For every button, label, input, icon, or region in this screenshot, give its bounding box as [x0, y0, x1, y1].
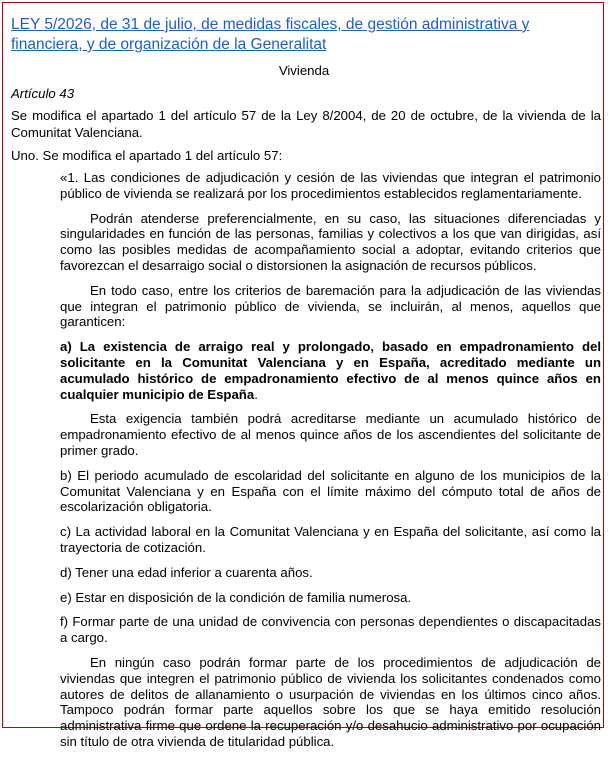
criterion-e: e) Estar en disposición de la condición de familia numerosa.	[60, 589, 412, 605]
quoted-article-text	[60, 170, 601, 759]
criterion-d: d) Tener una edad inferior a cuarenta años.	[60, 564, 313, 580]
intro-paragraph-uno: Uno. Se modifica el apartado 1 del artículo 57:	[11, 148, 283, 163]
paragraph-4: Esta exigencia también podrá acreditarse mediante un acumulado histórico de empadronamiento efectivo de al menos quince años de los ascendientes del solicitante de primer grado.	[60, 411, 601, 458]
criterion-c: c) La actividad laboral en la Comunitat Valenciana y en España del solicitante, así como la trayectoria de cotización.	[60, 524, 601, 555]
paragraph-3: En todo caso, entre los criterios de baremación para la adjudicación de las viviendas que integran el patrimonio público de vivienda, se incluirán, al menos, aquellos que garanticen:	[60, 282, 601, 330]
intro-paragraph: Se modifica el apartado 1 del artículo 57 de la Ley 8/2004, de 20 de octubre, de la vivienda de la Comunitat Valenciana.	[11, 108, 601, 140]
criterion-b: b) El periodo acumulado de escolaridad del solicitante en alguno de los municipios de la Comunitat Valenciana y en España con el límite máximo del cómputo total de años de escolarización obligatoria.	[60, 467, 601, 515]
criterion-a	[60, 339, 601, 402]
document-frame	[2, 2, 604, 749]
paragraph-5: En ningún caso podrán formar parte de los procedimientos de adjudicación de viviendas que integren el patrimonio público de vivienda los solicitantes condenados como autores de delitos de allanamiento o usurpación de viviendas en los últimos cinco años. Tampoco podrán formar parte aquellos sobre los que se haya emitido resolución administrativa firme que ordene la recuperación y/o desahucio administrativo por ocupación sin título de otra vivienda de titularidad pública.	[60, 654, 601, 749]
criterion-a-bold: a) La existencia de arraigo real y prolongado, basado en empadronamiento del solicitante en la Comunitat Valenciana y en España, acreditado mediante un acumulado histórico de empadronamiento efectivo de al menos quince años en cualquier municipio de España	[60, 339, 601, 402]
law-title-link[interactable]: LEY 5/2026, de 31 de julio, de medidas fiscales, de gestión administrativa y financiera, y de organización de la Generalitat	[11, 16, 530, 53]
article-number: Artículo 43	[11, 86, 75, 101]
criterion-a-end: .	[254, 386, 258, 402]
section-heading: Vivienda	[278, 63, 330, 78]
paragraph-1: «1. Las condiciones de adjudicación y cesión de las viviendas que integran el patrimonio público de vivienda se realizará por los procedimientos establecidos reglamentariamente.	[60, 170, 601, 201]
criterion-f: f) Formar parte de una unidad de convivencia con personas dependientes o discapacitadas a cargo.	[60, 614, 601, 646]
paragraph-2: Podrán atenderse preferencialmente, en su caso, las situaciones diferenciadas y singularidades en función de las personas, familias y colectivos a los que van dirigidas, así como las posibles medidas de acompañamiento social a adoptar, evitando criterios que favorezcan el desarraigo social o distorsionen la asignación de recursos públicos.	[60, 210, 601, 273]
